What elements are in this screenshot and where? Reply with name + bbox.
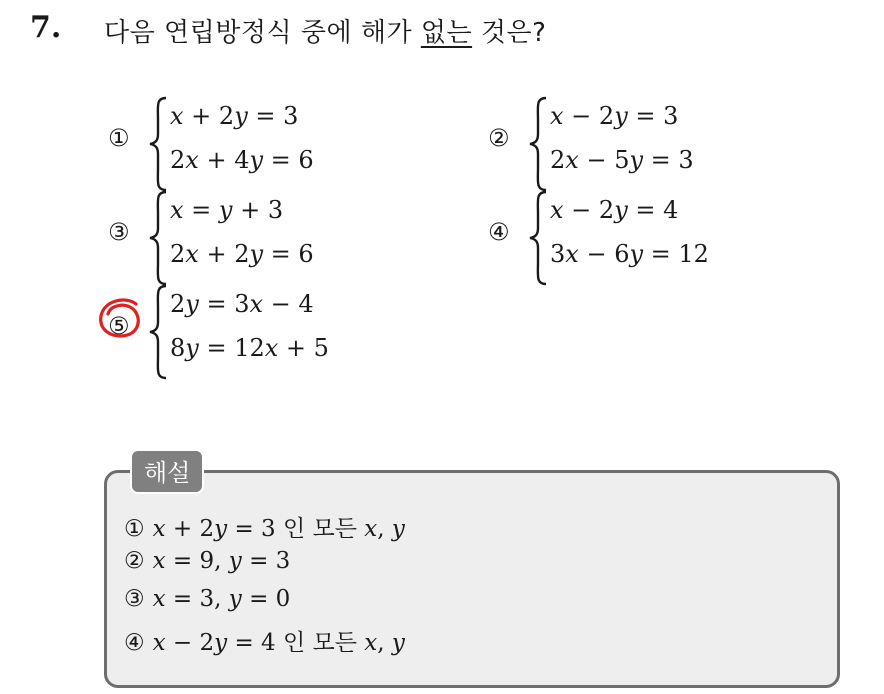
left-brace-icon xyxy=(148,96,168,192)
choice-equation-2: 2x + 2y = 6 xyxy=(170,240,314,268)
left-brace-icon xyxy=(528,190,548,286)
left-brace-icon xyxy=(528,96,548,192)
choice-4[interactable] xyxy=(488,190,808,286)
solution-line-4 xyxy=(124,624,405,657)
solution-number: ② xyxy=(124,548,145,574)
choice-3[interactable] xyxy=(108,190,428,286)
question-number: 7. xyxy=(30,10,62,45)
solution-title: 해설 xyxy=(130,449,204,494)
choice-number: ① xyxy=(108,124,130,152)
question-text-start: 다음 연립방정식 중에 해가 xyxy=(104,18,421,48)
choice-equation-2: 3x − 6y = 12 xyxy=(550,240,709,268)
choice-equation-1: x − 2y = 4 xyxy=(550,196,679,224)
choice-2[interactable] xyxy=(488,96,808,192)
question-text-underlined: 없는 xyxy=(420,18,473,48)
solution-line-2 xyxy=(124,548,290,574)
choice-equation-2: 8y = 12x + 5 xyxy=(170,334,329,362)
choice-number: ⑤ xyxy=(108,312,130,340)
choice-equation-1: 2y = 3x − 4 xyxy=(170,290,314,318)
solution-number: ③ xyxy=(124,586,145,612)
solution-text: 인 모든 xyxy=(275,516,365,542)
solution-text: 인 모든 xyxy=(275,630,365,656)
choice-equation-1: x = y + 3 xyxy=(170,196,284,224)
solution-math-tail: x, y xyxy=(364,630,405,656)
choice-equation-1: x + 2y = 3 xyxy=(170,102,299,130)
question-text xyxy=(104,12,546,49)
left-brace-icon xyxy=(148,190,168,286)
choice-equation-2: 2x + 4y = 6 xyxy=(170,146,314,174)
choice-equation-2: 2x − 5y = 3 xyxy=(550,146,694,174)
solution-number: ① xyxy=(124,516,145,542)
solution-line-3 xyxy=(124,586,290,612)
solution-math: x + 2y = 3 xyxy=(152,516,276,542)
choice-number: ③ xyxy=(108,218,130,246)
choice-number: ④ xyxy=(488,218,510,246)
choice-5[interactable] xyxy=(108,284,428,380)
choice-equation-1: x − 2y = 3 xyxy=(550,102,679,130)
solution-math: x = 3, y = 0 xyxy=(152,586,291,612)
solution-math-tail: x, y xyxy=(364,516,405,542)
left-brace-icon xyxy=(148,284,168,380)
solution-math: x = 9, y = 3 xyxy=(152,548,291,574)
choice-1[interactable] xyxy=(108,96,428,192)
solution-line-1 xyxy=(124,510,405,543)
question-text-end: 것은? xyxy=(472,18,547,48)
choice-number: ② xyxy=(488,124,510,152)
solution-number: ④ xyxy=(124,630,145,656)
solution-math: x − 2y = 4 xyxy=(152,630,276,656)
